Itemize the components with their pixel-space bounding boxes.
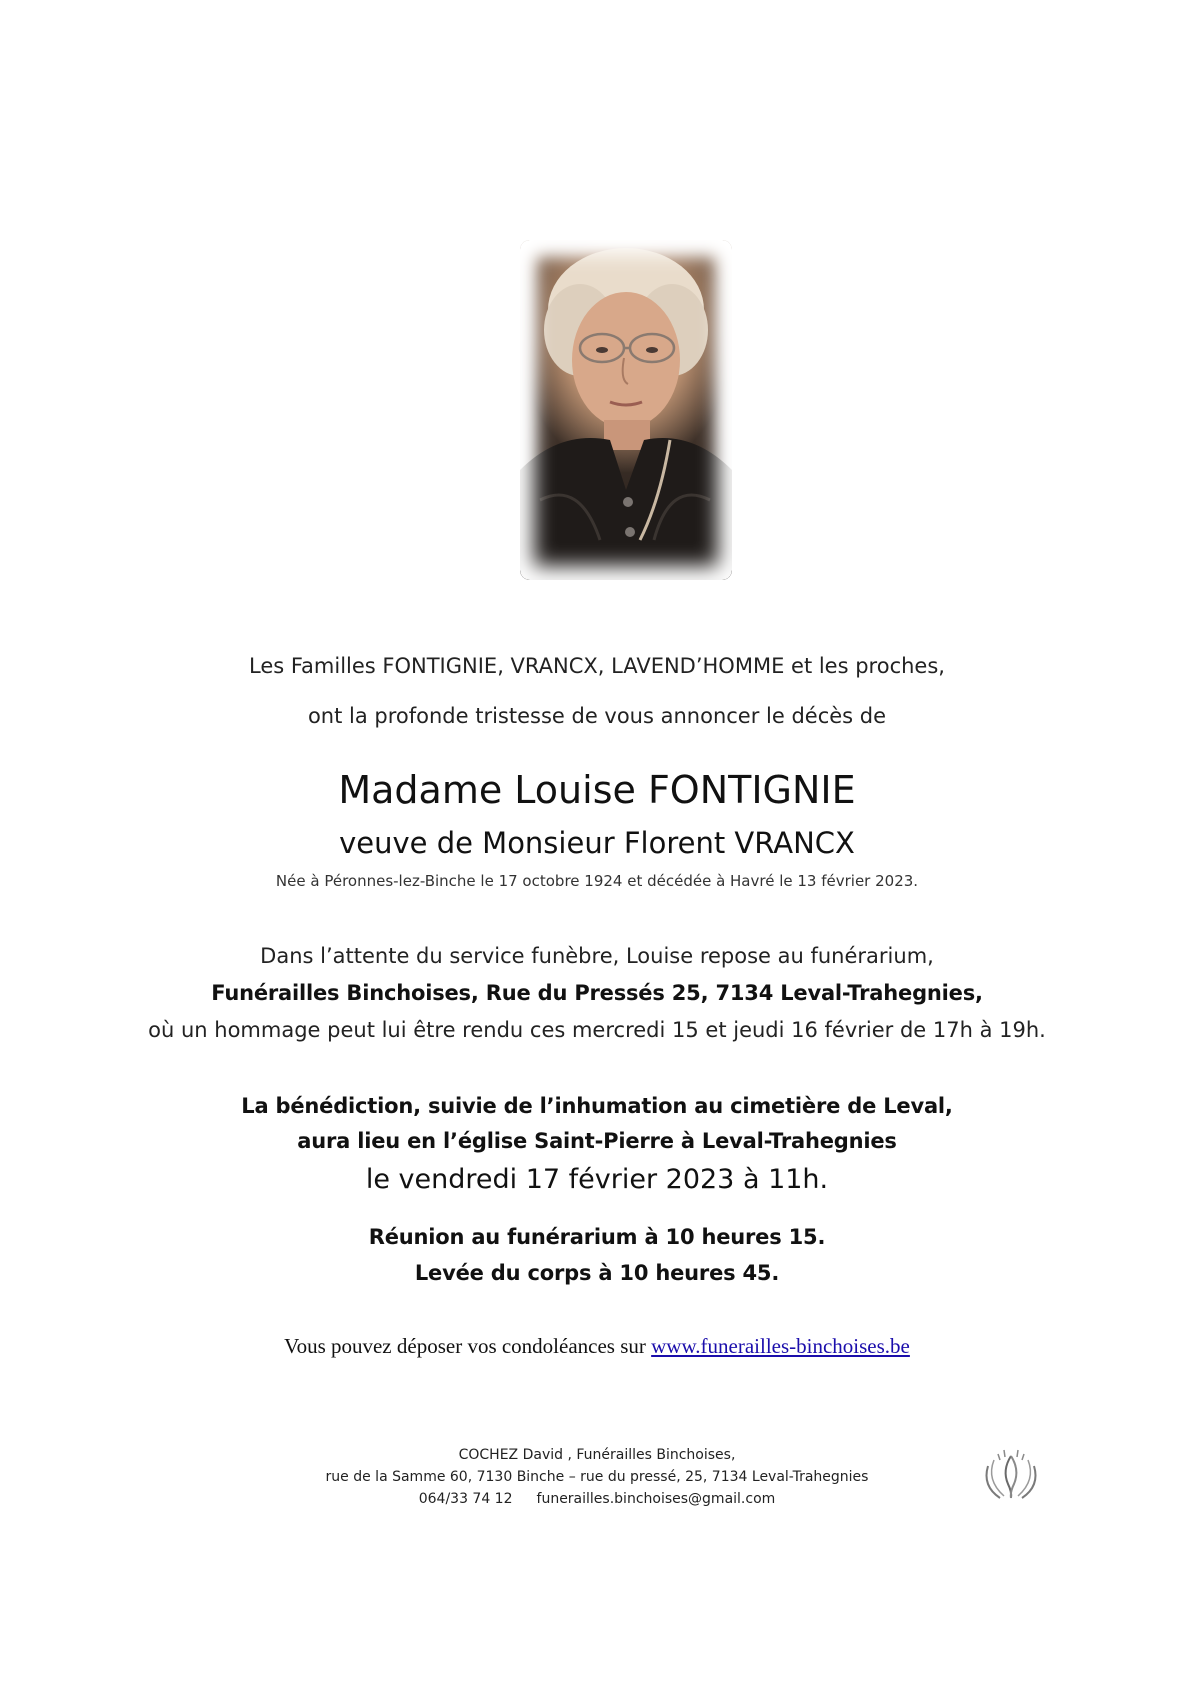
departure-time: Levée du corps à 10 heures 45. xyxy=(414,1261,780,1285)
condolences-line xyxy=(0,1334,1194,1359)
flame-hands-logo-icon xyxy=(978,1446,1044,1504)
visitation-hours: où un hommage peut lui être rendu ces mercredi 15 et jeudi 16 février de 17h à 19h. xyxy=(148,1018,1046,1042)
intro-line-1: Les Familles FONTIGNIE, VRANCX, LAVEND’HOMME et les proches, xyxy=(249,654,945,678)
ceremony-date: le vendredi 17 février 2023 à 11h. xyxy=(365,1164,829,1195)
widow-of: veuve de Monsieur Florent VRANCX xyxy=(339,826,855,860)
footer-line-2: rue de la Samme 60, 7130 Binche – rue du pressé, 25, 7134 Leval-Trahegnies xyxy=(325,1469,869,1485)
portrait-photo xyxy=(520,240,732,580)
intro-line-2: ont la profonde tristesse de vous annoncer le décès de xyxy=(307,704,887,728)
footer-phone: 064/33 74 12 xyxy=(418,1491,513,1507)
deceased-name: Madame Louise FONTIGNIE xyxy=(338,768,856,812)
condolences-text: Vous pouvez déposer vos condoléances sur xyxy=(284,1334,652,1358)
birth-death-dates: Née à Péronnes-lez-Binche le 17 octobre 1924 et décédée à Havré le 13 février 2023. xyxy=(275,872,919,890)
footer-line-1: COCHEZ David , Funérailles Binchoises, xyxy=(458,1447,736,1463)
footer-email: funerailles.binchoises@gmail.com xyxy=(536,1491,776,1507)
condolences-link[interactable]: www.funerailles-binchoises.be xyxy=(651,1334,910,1358)
visitation-address: Funérailles Binchoises, Rue du Pressés 25, 7134 Leval-Trahegnies, xyxy=(211,981,983,1005)
ceremony-line-1: La bénédiction, suivie de l’inhumation au cimetière de Leval, xyxy=(241,1094,953,1118)
visitation-line-1: Dans l’attente du service funèbre, Louise repose au funérarium, xyxy=(260,944,934,968)
meeting-time: Réunion au funérarium à 10 heures 15. xyxy=(368,1225,826,1249)
ceremony-line-2: aura lieu en l’église Saint-Pierre à Leval-Trahegnies xyxy=(297,1129,897,1153)
photo-fade-edge xyxy=(520,240,732,580)
